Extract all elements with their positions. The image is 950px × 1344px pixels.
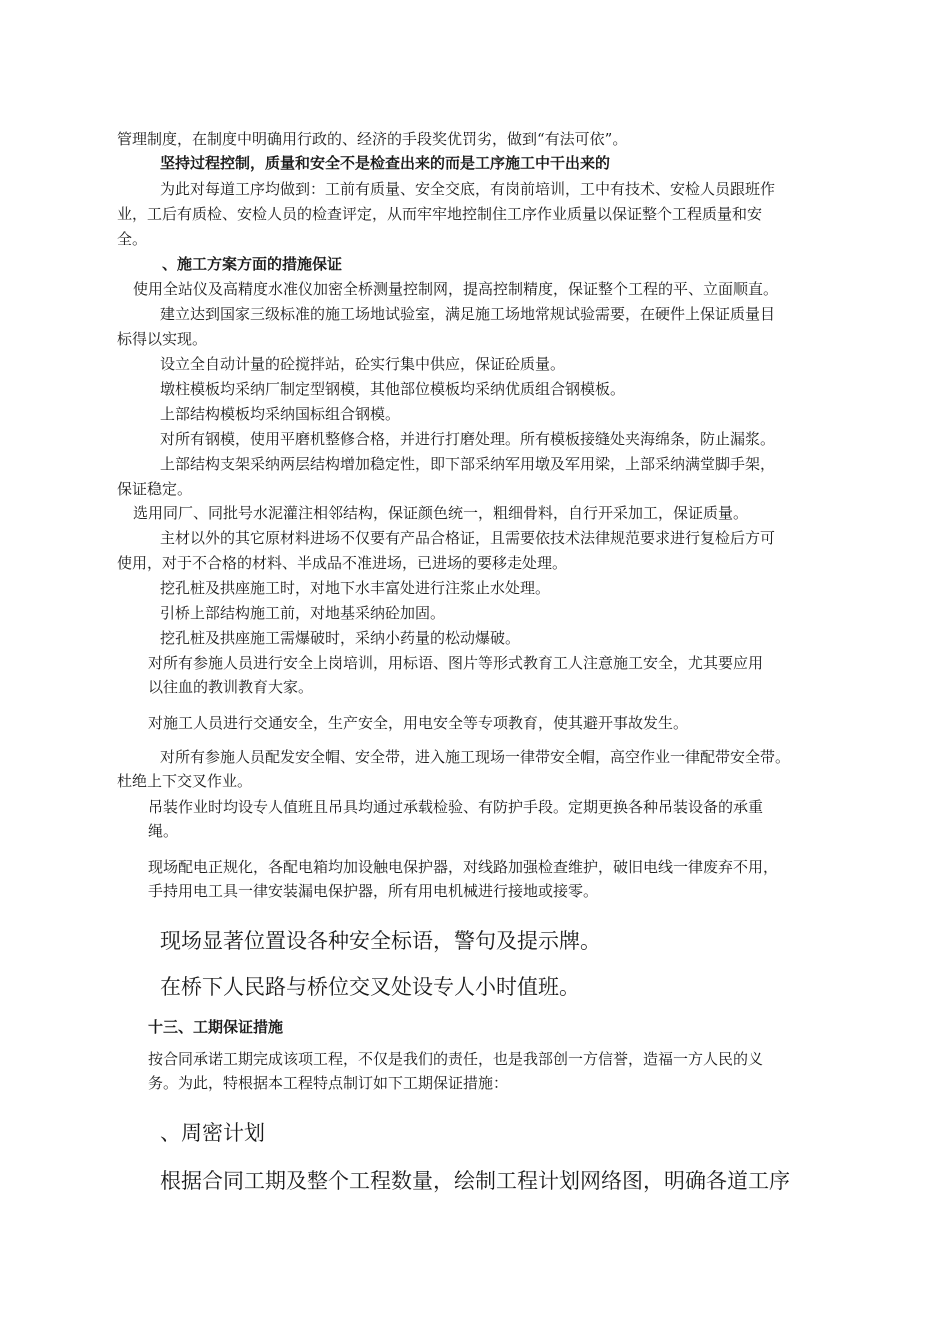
paragraph-line: 挖孔桩及拱座施工时，对地下水丰富处进行注浆止水处理。 <box>160 579 551 597</box>
paragraph-line: 业，工后有质检、安检人员的检查评定，从而牢牢地控制住工序作业质量以保证整个工程质量和安 <box>117 205 763 223</box>
paragraph-line: 使用，对于不合格的材料、半成品不准进场，已进场的要移走处理。 <box>117 554 568 572</box>
paragraph-line: 杜绝上下交叉作业。 <box>117 772 253 790</box>
paragraph-line: 以往血的教训教育大家。 <box>148 678 314 696</box>
paragraph-line: 对所有钢模，使用平磨机整修合格，并进行打磨处理。所有模板接缝处夹海绵条，防止漏浆。 <box>160 430 776 448</box>
paragraph-line-large: 在桥下人民路与桥位交叉处设专人小时值班。 <box>160 975 580 999</box>
chapter-heading: 十三、工期保证措施 <box>148 1018 284 1036</box>
paragraph-line: 挖孔桩及拱座施工需爆破时，采纳小药量的松动爆破。 <box>160 629 521 647</box>
paragraph-line: 选用同厂、同批号水泥灌注相邻结构，保证颜色统一，粗细骨料，自行开采加工，保证质量。 <box>133 504 749 522</box>
paragraph-line: 吊装作业时均设专人值班且吊具均通过承载检验、有防护手段。定期更换各种吊装设备的承重 <box>148 798 764 816</box>
paragraph-line-large: 根据合同工期及整个工程数量，绘制工程计划网络图，明确各道工序 <box>160 1169 790 1193</box>
paragraph-line: 管理制度，在制度中明确用行政的、经济的手段奖优罚劣，做到“有法可依”。 <box>117 130 628 148</box>
paragraph-line: 务。为此，特根据本工程特点制订如下工期保证措施： <box>148 1074 509 1092</box>
paragraph-line: 保证稳定。 <box>117 480 193 498</box>
paragraph-line: 手持用电工具一律安装漏电保护器，所有用电机械进行接地或接零。 <box>148 882 599 900</box>
paragraph-line: 引桥上部结构施工前，对地基采纳砼加固。 <box>160 604 446 622</box>
section-heading: 坚持过程控制，质量和安全不是检查出来的而是工序施工中干出来的 <box>160 154 611 172</box>
paragraph-line: 建立达到国家三级标准的施工场地试验室，满足施工场地常规试验需要，在硬件上保证质量目 <box>160 305 776 323</box>
paragraph-line-large: 现场显著位置设各种安全标语，警句及提示牌。 <box>160 929 601 953</box>
paragraph-line: 对所有参施人员进行安全上岗培训，用标语、图片等形式教育工人注意施工安全，尤其要应用 <box>148 654 764 672</box>
paragraph-line: 现场配电正规化，各配电箱均加设触电保护器，对线路加强检查维护，破旧电线一律废弃不用， <box>148 858 779 876</box>
paragraph-line: 上部结构模板均采纳国标组合钢模。 <box>160 405 401 423</box>
paragraph-line: 主材以外的其它原材料进场不仅要有产品合格证，且需要依技术法律规范要求进行复检后方可 <box>160 529 776 547</box>
paragraph-line: 墩柱模板均采纳厂制定型钢模，其他部位模板均采纳优质组合钢模板。 <box>160 380 626 398</box>
paragraph-line: 对所有参施人员配发安全帽、安全带，进入施工现场一律带安全帽，高空作业一律配带安全带。 <box>160 748 791 766</box>
paragraph-line: 上部结构支架采纳两层结构增加稳定性，即下部采纳军用墩及军用梁，上部采纳满堂脚手架， <box>160 455 776 473</box>
section-heading: 、施工方案方面的措施保证 <box>162 255 343 273</box>
paragraph-line: 为此对每道工序均做到：工前有质量、安全交底，有岗前培训，工中有技术、安检人员跟班作 <box>160 180 776 198</box>
paragraph-line: 全。 <box>117 230 148 248</box>
subsection-heading: 、周密计划 <box>160 1121 265 1145</box>
paragraph-line: 按合同承诺工期完成该项工程，不仅是我们的责任，也是我部创一方信誉，造福一方人民的义 <box>148 1050 764 1068</box>
paragraph-line: 标得以实现。 <box>117 330 208 348</box>
paragraph-line: 使用全站仪及高精度水准仪加密全桥测量控制网，提高控制精度，保证整个工程的平、立面顺直。 <box>133 280 779 298</box>
paragraph-line: 对施工人员进行交通安全，生产安全，用电安全等专项教育，使其避开事故发生。 <box>148 714 689 732</box>
paragraph-line: 绳。 <box>148 822 179 840</box>
paragraph-line: 设立全自动计量的砼搅拌站，砼实行集中供应，保证砼质量。 <box>160 355 566 373</box>
